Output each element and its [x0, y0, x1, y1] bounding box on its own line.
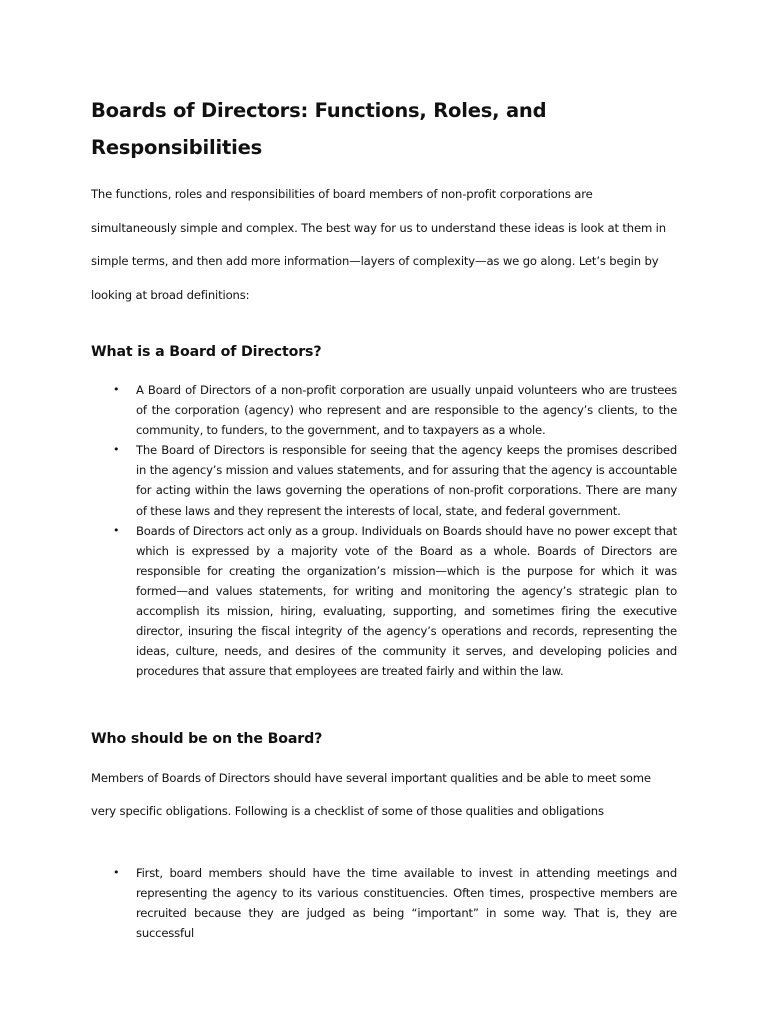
bullet-icon: • [113, 443, 120, 457]
list-item-text: Boards of Directors act only as a group. Individuals on Boards should have no power except that which is expressed by a majority vote of the Board as a whole. Boards of Directors are responsible for creating the organization’s mission—which is the purpose for which it was formed—and values statements, for writing and monitoring the agency’s strategic plan to accomplish its mission, hiring, evaluating, supporting, and sometimes firing the executive director, insuring the fiscal integrity of the agency’s operations and records, representing the ideas, culture, needs, and desires of the community it serves, and developing policies and procedures that assure that employees are treated fairly and within the law. [136, 523, 677, 679]
bullet-icon: • [113, 866, 120, 879]
list-item [0, 863, 677, 943]
intro-paragraph: The functions, roles and responsibilities of board members of non-profit corporations are simultaneously simple and complex. The best way for us to understand these ideas is look at them in simple terms, and then add more information—layers of complexity—as we go along. Let’s begin by looking at broad definitions: [91, 187, 666, 302]
list-item [0, 521, 677, 682]
list-item-text: A Board of Directors of a non-profit corporation are usually unpaid volunteers who are trustees of the corporation (agency) who represent and are responsible to the agency’s clients, to the community, to funders, to the government, and to taxpayers as a whole. [136, 383, 677, 438]
list-item-text: First, board members should have the time available to invest in attending meetings and representing the agency to its various constituencies. Often times, prospective members are recruited because they are judged as being “important” in some way. That is, they are successful [136, 866, 677, 941]
section-heading-who-on-board: Who should be on the Board? [91, 731, 323, 747]
section1-bullet-list [0, 380, 677, 681]
list-item-text: The Board of Directors is responsible for seeing that the agency keeps the promises described in the agency’s mission and values statements, and for assuring that the agency is accountable for acting within the laws governing the operations of non-profit corporations. There are many of these laws and they represent the interests of local, state, and federal government. [136, 443, 677, 518]
section-heading-what-is-board: What is a Board of Directors? [91, 344, 322, 360]
document-title: Boards of Directors: Functions, Roles, and Responsibilities [91, 99, 547, 159]
list-item [0, 380, 677, 440]
members-paragraph: Members of Boards of Directors should have several important qualities and be able to meet some very specific obligations. Following is a checklist of some of those qualities and obligations [91, 771, 651, 818]
section2-bullet-list [0, 863, 677, 943]
bullet-icon: • [113, 383, 120, 396]
bullet-icon: • [113, 523, 120, 537]
list-item [0, 440, 677, 520]
